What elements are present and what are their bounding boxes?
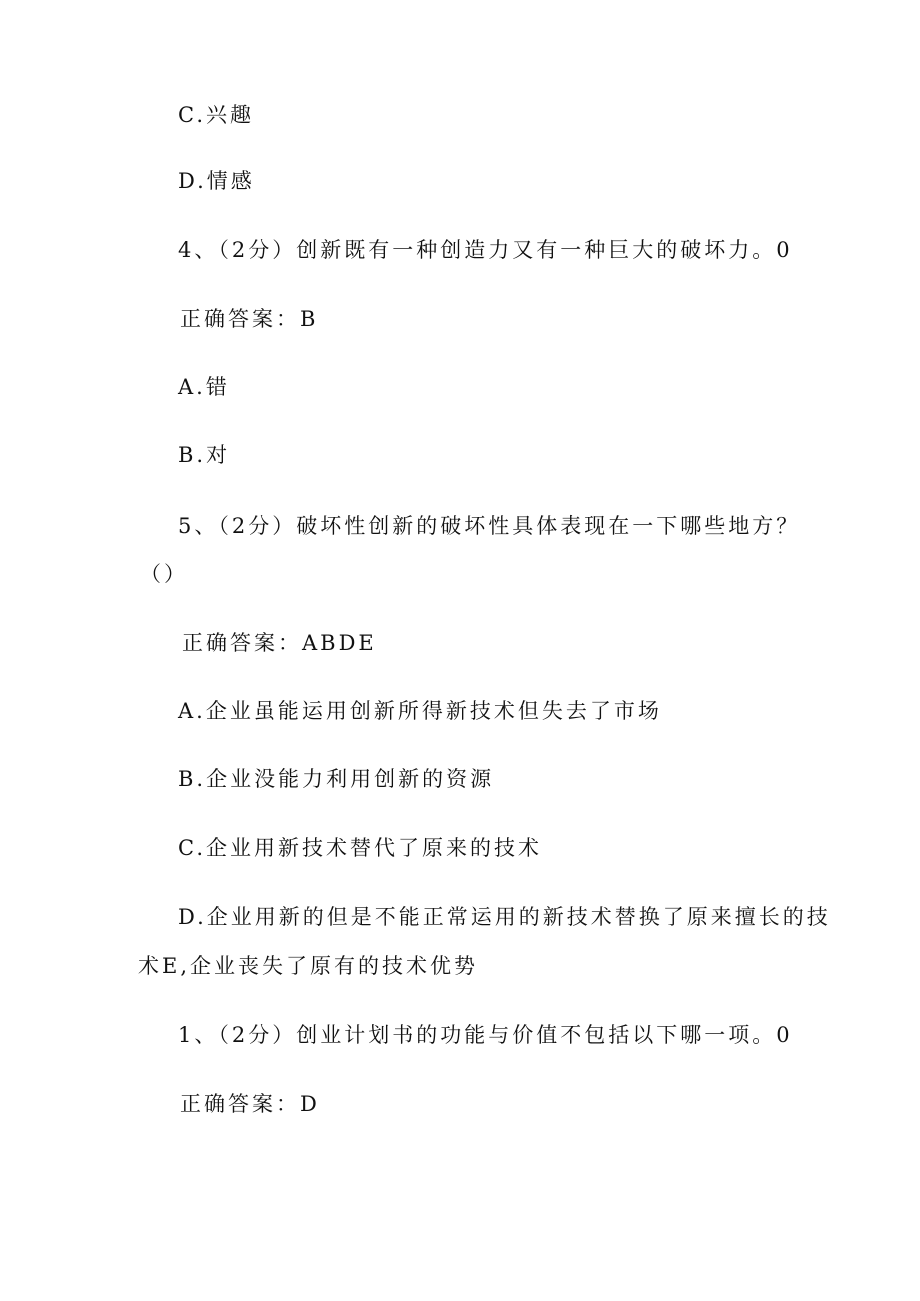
question-text: 1、（2分）创业计划书的功能与价值不包括以下哪一项。0 (178, 1023, 793, 1047)
answer-text: 正确答案：D (180, 1092, 320, 1116)
question-text: 4、（2分）创新既有一种创造力又有一种巨大的破坏力。0 (178, 238, 793, 262)
option-text: C.兴趣 (178, 103, 254, 127)
option-text: D.企业用新的但是不能正常运用的新技术替换了原来擅长的技 (178, 905, 831, 929)
option-text: B.企业没能力利用创新的资源 (178, 767, 495, 791)
option-text: B.对 (178, 443, 231, 467)
option-text: A.错 (178, 375, 230, 399)
question-text: （） (140, 562, 188, 586)
option-text: 术E,企业丧失了原有的技术优势 (138, 954, 479, 978)
answer-text: 正确答案：B (180, 307, 319, 331)
option-text: C.企业用新技术替代了原来的技术 (178, 836, 542, 860)
question-text: 5、（2分）破坏性创新的破坏性具体表现在一下哪些地方？ (178, 514, 801, 538)
option-text: D.情感 (178, 169, 255, 193)
answer-text: 正确答案：ABDE (182, 631, 377, 655)
option-text: A.企业虽能运用创新所得新技术但失去了市场 (178, 699, 662, 723)
